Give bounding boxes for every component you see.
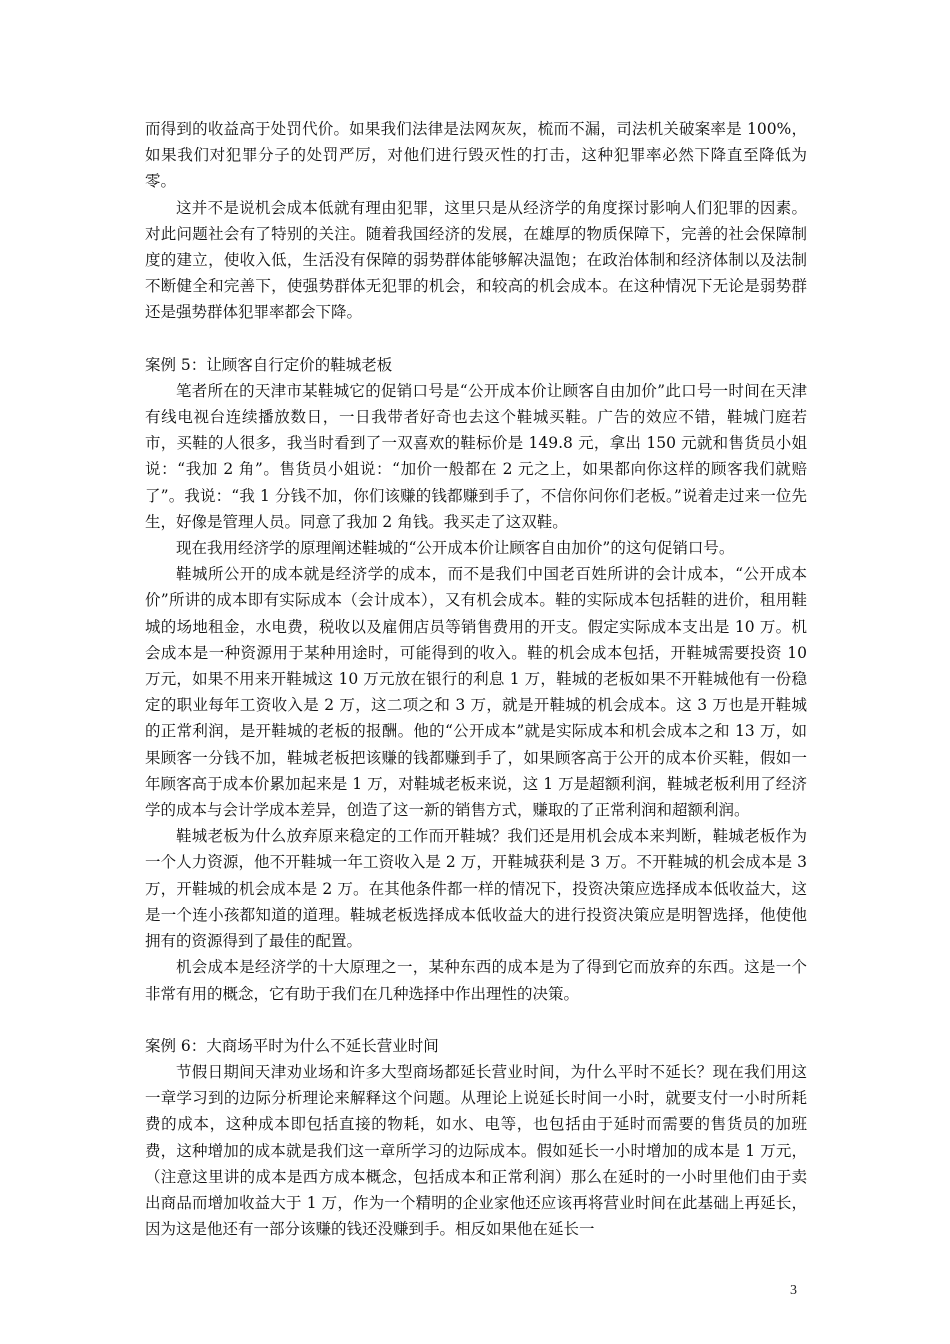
body-paragraph: 现在我用经济学的原理阐述鞋城的“公开成本价让顾客自由加价”的这句促销口号。 — [176, 539, 735, 558]
paragraph-gap — [145, 326, 807, 352]
body-paragraph: 笔者所在的天津市某鞋城它的促销口号是“公开成本价让顾客自由加价”此口号一时间在天津有线电视台连续播放数日，一日我带者好奇也去这个鞋城买鞋。广告的效应不错，鞋城门庭若市，买鞋的人很多，我当时看到了一双喜欢的鞋标价是 149.8 元，拿出 150 元就和售货员小姐说：“我加 2 角”。售货员小姐说：“加价一般都在 2 元之上，如果都向你这样的顾客我们就赔了”。我说：“我 1 分钱不加，你们该赚的钱都赚到手了，不信你问你们老板。”说着走过来一位先生，好像是管理人员。同意了我加 2 角钱。我买走了这双鞋。 — [145, 381, 807, 531]
body-paragraph: 节假日期间天津劝业场和许多大型商场都延长营业时间，为什么平时不延长？现在我们用这一章学习到的边际分析理论来解释这个问题。从理论上说延长时间一小时，就要支付一小时所耗费的成本，这种成本即包括直接的物耗，如水、电等，也包括由于延时而需要的售货员的加班费，这种增加的成本就是我们这一章所学习的边际成本。假如延长一小时增加的成本是 1 万元，（注意这里讲的成本是西方成本概念，包括成本和正常利润）那么在延时的一小时里他们由于卖出商品而增加收益大于 1 万，作为一个精明的企业家他还应该再将营业时间在此基础上再延长，因为这是他还有一部分该赚的钱还没赚到手。相反如果他在延长一 — [145, 1062, 807, 1239]
document-body — [145, 116, 807, 1242]
page-number: 3 — [790, 1283, 797, 1298]
body-paragraph: 机会成本是经济学的十大原理之一，某种东西的成本是为了得到它而放弃的东西。这是一个非常有用的概念，它有助于我们在几种选择中作出理性的决策。 — [145, 958, 807, 1003]
body-paragraph: 鞋城所公开的成本就是经济学的成本，而不是我们中国老百姓所讲的会计成本，“公开成本价”所讲的成本即有实际成本（会计成本），又有机会成本。鞋的实际成本包括鞋的进价，租用鞋城的场地租金，水电费，税收以及雇佣店员等销售费用的开支。假定实际成本支出是 10 万。机会成本是一种资源用于某种用途时，可能得到的收入。鞋的机会成本包括，开鞋城需要投资 10 万元，如果不用来开鞋城这 10 万元放在银行的利息 1 万，鞋城的老板如果不开鞋城他有一份稳定的职业每年工资收入是 2 万，这二项之和 3 万，就是开鞋城的机会成本。这 3 万也是开鞋城的正常利润，是开鞋城的老板的报酬。他的“公开成本”就是实际成本和机会成本之和 13 万，如果顾客一分钱不加，鞋城老板把该赚的钱都赚到手了，如果顾客高于公开的成本价买鞋，假如一年顾客高于成本价累加起来是 1 万，对鞋城老板来说，这 1 万是超额利润，鞋城老板利用了经济学的成本与会计学成本差异，创造了这一新的销售方式，赚取的了正常利润和超额利润。 — [145, 565, 807, 820]
body-paragraph: 而得到的收益高于处罚代价。如果我们法律是法网灰灰，梳而不漏，司法机关破案率是 100%，如果我们对犯罪分子的处罚严厉，对他们进行毁灭性的打击，这种犯罪率必然下降直至降低为零。 — [145, 120, 807, 191]
body-paragraph: 鞋城老板为什么放弃原来稳定的工作而开鞋城？我们还是用机会成本来判断，鞋城老板作为一个人力资源，他不开鞋城一年工资收入是 2 万，开鞋城获利是 3 万。不开鞋城的机会成本是 3 万，开鞋城的机会成本是 2 万。在其他条件都一样的情况下，投资决策应选择成本低收益大，这是一个连小孩都知道的道理。鞋城老板选择成本低收益大的进行投资决策应是明智选择，他使他拥有的资源得到了最佳的配置。 — [145, 827, 807, 951]
body-paragraph: 这并不是说机会成本低就有理由犯罪，这里只是从经济学的角度探讨影响人们犯罪的因素。对此问题社会有了特别的关注。随着我国经济的发展，在雄厚的物质保障下，完善的社会保障制度的建立，使收入低，生活没有保障的弱势群体能够解决温饱；在政治体制和经济体制以及法制不断健全和完善下，使强势群体无犯罪的机会，和较高的机会成本。在这种情况下无论是弱势群还是强势群体犯罪率都会下降。 — [145, 198, 807, 322]
paragraph-gap — [145, 1007, 807, 1033]
case-heading: 案例 5：让顾客自行定价的鞋城老板 — [145, 355, 393, 374]
case-heading: 案例 6：大商场平时为什么不延长营业时间 — [145, 1036, 439, 1055]
